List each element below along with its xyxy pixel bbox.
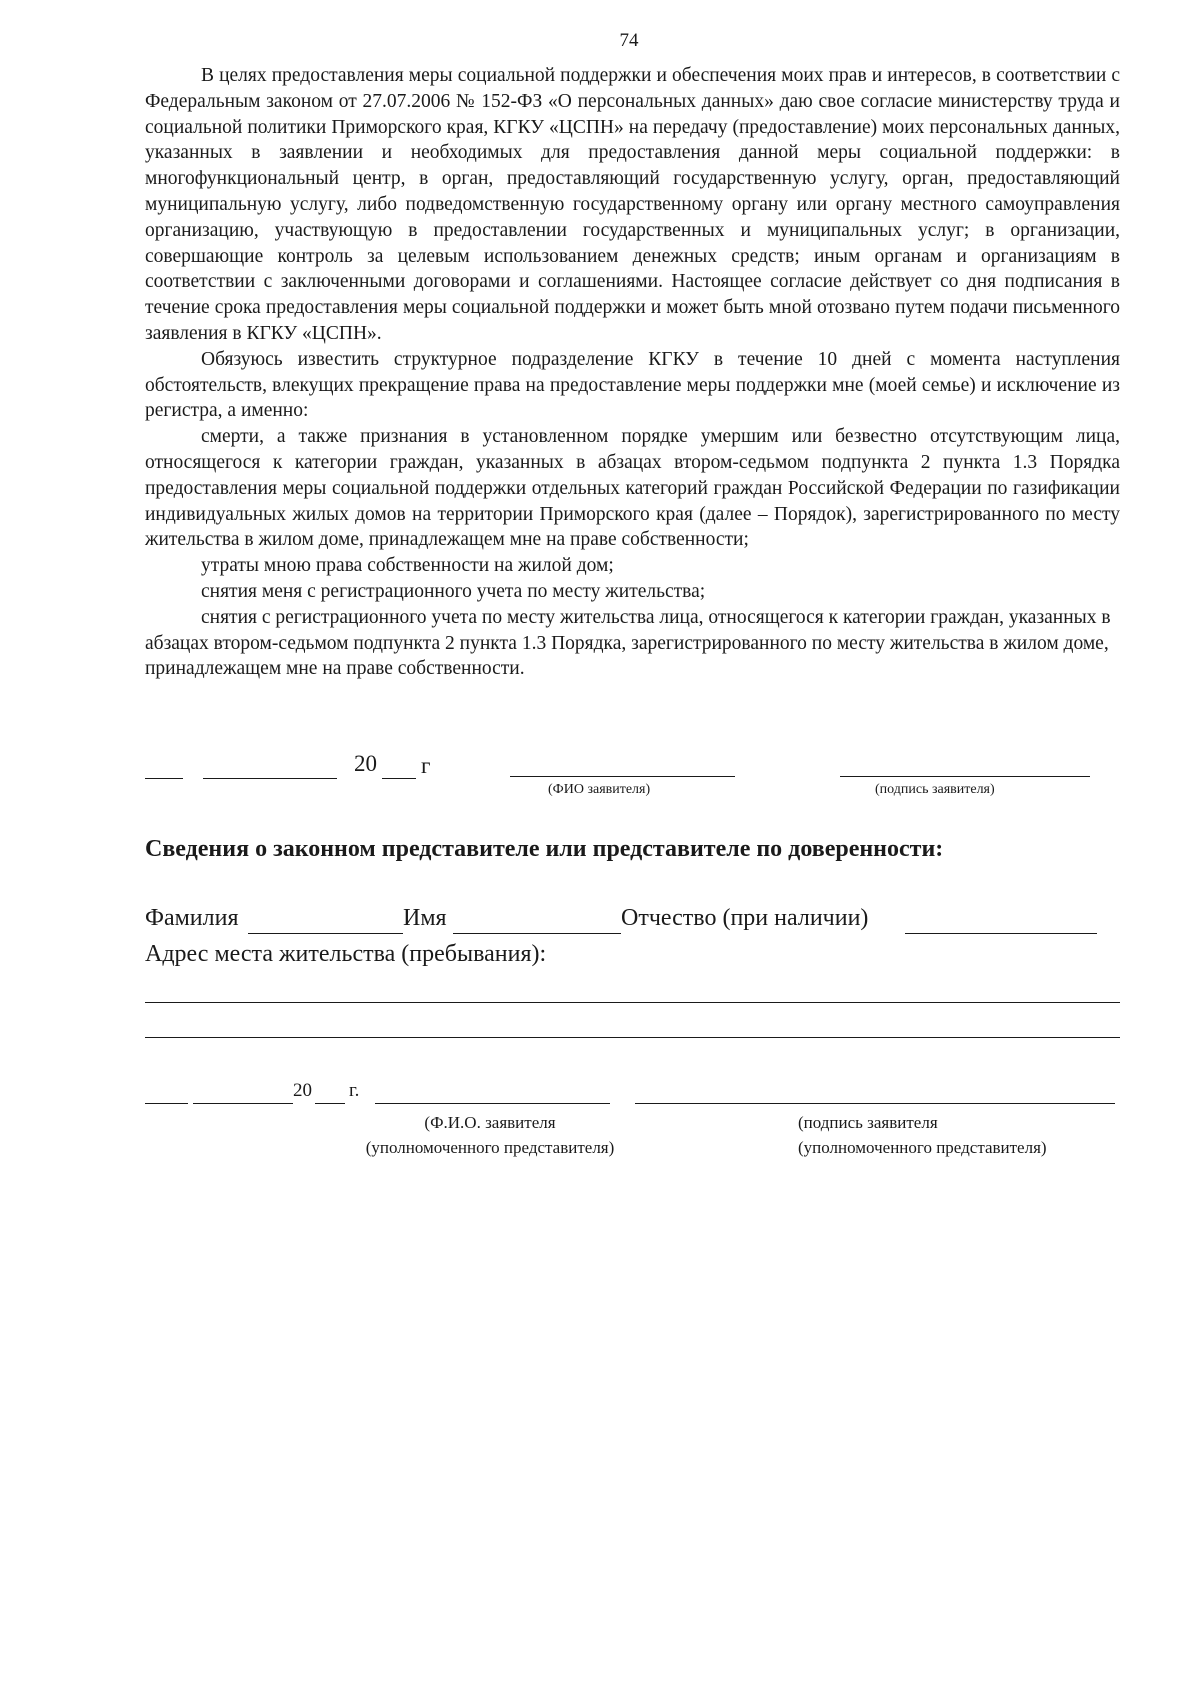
rep-year-suffix: г. [349,1080,360,1101]
obligation-paragraph: Обязуюсь известить структурное подразделение КГКУ в течение 10 дней с момента наступления обстоятельств, влекущих прекращение права на предоставление меры поддержки мне (моей семье) и исключение из регистра, а именно: [145,348,1120,422]
rep-year-blank[interactable] [315,1103,345,1104]
applicant-fio-field[interactable] [510,776,735,777]
applicant-signature-field[interactable] [840,776,1090,777]
month-blank[interactable] [203,778,337,779]
year-suffix: г [421,753,431,778]
surname-field[interactable] [248,933,403,934]
representative-heading: Сведения о законном представителе или представителе по доверенности: [145,836,944,862]
page-number: 74 [619,30,639,51]
condition-deregistration-self: снятия меня с регистрационного учета по месту жительства; [201,580,706,602]
rep-signature-field[interactable] [635,1103,1115,1104]
applicant-fio-caption: (ФИО заявителя) [548,782,651,797]
rep-fio-caption-line2: (уполномоченного представителя) [365,1138,615,1157]
address-field-line-1[interactable] [145,1002,1120,1003]
rep-fio-field[interactable] [375,1103,610,1104]
year-blank[interactable] [382,778,416,779]
consent-text [145,63,1120,682]
address-label: Адрес места жительства (пребывания): [145,941,547,967]
rep-year-prefix: 20 [293,1080,312,1101]
rep-signature-caption [798,1110,1047,1160]
applicant-signature-caption: (подпись заявителя) [875,782,995,797]
rep-fio-caption [330,1110,650,1160]
condition-ownership-loss: утраты мною права собственности на жилой дом; [201,555,614,577]
name-field[interactable] [453,933,621,934]
rep-fio-caption-line1: (Ф.И.О. заявителя [424,1113,556,1132]
condition-deregistration-other: снятия с регистрационного учета по месту жительства лица, относящегося к категории граждан, указанных в абзацах втором-седьмом подпункта 2 пункта 1.3 Порядка, зарегистрированного по месту жительства в жилом доме, принадлежащем мне на праве собственности. [145,606,1111,680]
surname-label: Фамилия [145,905,239,931]
consent-paragraph: В целях предоставления меры социальной поддержки и обеспечения моих прав и интересов, в соответствии с Федеральным законом от 27.07.2006 № 152-ФЗ «О персональных данных» даю свое согласие министерству труда и социальной политики Приморского края, КГКУ «ЦСПН» на передачу (предоставление) моих персональных данных, указанных в заявлении и необходимых для предоставления данной меры социальной поддержки: в многофункциональный центр, в орган, предоставляющий государственную услугу, орган, предоставляющий муниципальную услугу, либо подведомственную государственному органу или органу местного самоуправления организацию, участвующую в предоставлении государственных и муниципальных услуг; в организации, совершающие контроль за целевым использованием денежных средств; иным органам и организациям в соответствии с заключенными договорами и соглашениями. Настоящее согласие действует со дня подписания в течение срока предоставления меры социальной поддержки и может быть мной отозвано путем подачи письменного заявления в КГКУ «ЦСПН». [145,65,1120,344]
rep-signature-caption-line1: (подпись заявителя [798,1113,938,1132]
year-prefix: 20 [354,751,377,776]
day-blank[interactable] [145,778,183,779]
patronymic-label: Отчество (при наличии) [621,905,869,931]
address-field-line-2[interactable] [145,1037,1120,1038]
rep-signature-caption-line2: (уполномоченного представителя) [798,1138,1047,1157]
name-label: Имя [403,905,447,931]
rep-month-blank[interactable] [193,1103,293,1104]
condition-death: смерти, а также признания в установленном порядке умершим или безвестно отсутствующим лица, относящегося к категории граждан, указанных в абзацах втором-седьмом подпункта 2 пункта 1.3 Порядка предоставления меры социальной поддержки отдельных категорий граждан Российской Федерации по газификации индивидуальных жилых домов на территории Приморского края (далее – Порядок), зарегистрированного по месту жительства в жилом доме, принадлежащем мне на праве собственности; [145,426,1120,551]
patronymic-field[interactable] [905,933,1097,934]
rep-day-blank[interactable] [145,1103,188,1104]
